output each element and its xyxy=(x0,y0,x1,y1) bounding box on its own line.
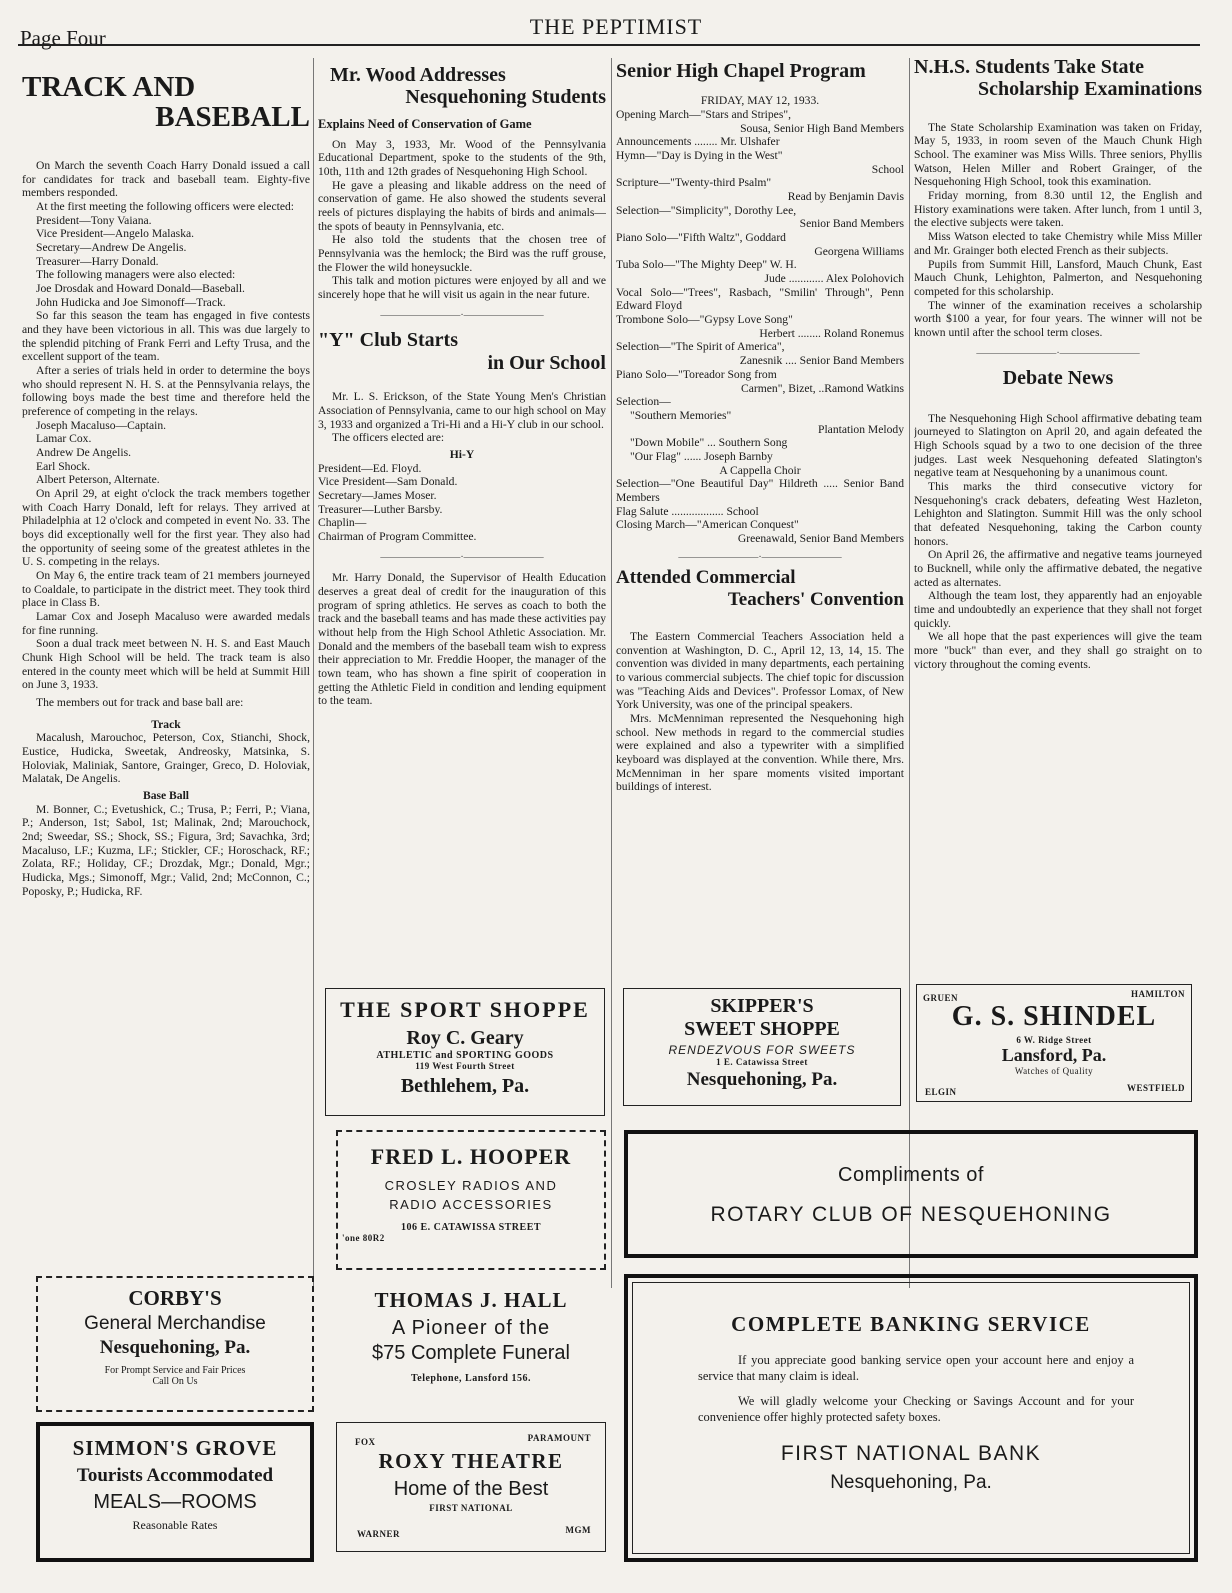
wood-title-line1: Mr. Wood Addresses xyxy=(330,64,506,86)
program-item: "Down Mobile" ... Southern Song xyxy=(630,436,788,450)
paragraph: On May 6, the entire track team of 21 members journeyed to Coaldale, to participate in the district meet. They took third place in Class B. xyxy=(22,569,310,610)
studio-label: WARNER xyxy=(357,1529,401,1539)
program-item: Opening March—"Stars and Stripes", xyxy=(616,108,791,122)
ad-line: $75 Complete Funeral xyxy=(372,1342,570,1364)
ad-hooper xyxy=(336,1130,606,1270)
column-2 xyxy=(318,52,606,972)
ad-line: A Pioneer of the xyxy=(391,1317,551,1339)
paragraph: He gave a pleasing and likable address on the need of conservation of game. He also showed the students several reels of pictures displaying the habits of birds and animals—the spots of beauty in Pennsylvania, etc. xyxy=(318,178,606,233)
program-item: A Cappella Choir xyxy=(719,463,801,477)
brand-label: GRUEN xyxy=(923,993,959,1003)
relay-member: Joseph Macaluso—Captain. xyxy=(36,418,167,432)
ad-address: 106 E. CATAWISSA STREET xyxy=(400,1222,542,1233)
officer: President—Tony Vaiana. xyxy=(36,213,152,227)
ad-city: Nesquehoning, Pa. xyxy=(99,1337,251,1358)
debate-title: Debate News xyxy=(1002,367,1114,390)
relay-member: Earl Shock. xyxy=(36,459,91,473)
program-item: Piano Solo—"Toreador Song from xyxy=(616,367,777,381)
ad-line: MEALS—ROOMS xyxy=(93,1491,257,1513)
paragraph: Friday morning, from 8.30 until 12, the English and History examinations were taken. After lunch, from 1 until 3, the elective subjects were taken. xyxy=(914,189,1202,230)
relay-member: Lamar Cox. xyxy=(36,432,92,446)
commercial-title-line2: Teachers' Convention xyxy=(727,588,904,610)
program-item: Greenawald, Senior Band Members xyxy=(737,531,904,545)
paragraph: He also told the students that the chosen tree of Pennsylvania was the hemlock; the Bird was the ruff grouse, the Flower the wild honeysuckle. xyxy=(318,233,606,274)
manager: Joe Drosdak and Howard Donald—Baseball. xyxy=(36,281,245,295)
ad-line: ATHLETIC and SPORTING GOODS xyxy=(376,1050,554,1061)
column-3 xyxy=(616,52,904,977)
track-title-line2: BASEBALL xyxy=(155,101,310,134)
program-item: Carmen", Bizet, ..Ramond Watkins xyxy=(741,381,904,395)
officer: Vice President—Angelo Malaska. xyxy=(36,227,195,241)
program-item: Tuba Solo—"The Mighty Deep" W. H. xyxy=(616,258,797,272)
ad-line: Call On Us xyxy=(152,1376,198,1387)
program-item: Selection—"One Beautiful Day" Hildreth ..... Senior Band Members xyxy=(616,477,904,504)
paragraph: On March the seventh Coach Harry Donald issued a call for candidates for track and baseball team. Eighty-five members responded. xyxy=(22,158,310,200)
ad-hall xyxy=(336,1280,606,1400)
track-roster: Macalush, Marouchoc, Peterson, Cox, Stianchi, Shock, Eustice, Hudicka, Sweetak, Andreosky, Matsinka, S. Holoviak, Maliniak, Santore, Grainger, Greco, D. Holoviak, Malatak, De Angelis. xyxy=(22,731,310,786)
yclub-title-line2: in Our School xyxy=(487,351,606,374)
program-item: "Southern Memories" xyxy=(630,408,732,422)
program-item: Plantation Melody xyxy=(818,422,904,436)
scholar-title-line1: N.H.S. Students Take State xyxy=(914,56,1145,78)
baseball-subhead: Base Ball xyxy=(142,789,190,803)
ad-name: G. S. SHINDEL xyxy=(951,1001,1157,1032)
program-item: Trombone Solo—"Gypsy Love Song" xyxy=(616,313,793,327)
ad-line: FIRST NATIONAL xyxy=(429,1503,513,1513)
program-item: Zanesnik .... Senior Band Members xyxy=(739,354,904,368)
program-item: Read by Benjamin Davis xyxy=(787,190,904,204)
separator: ————————·———————— xyxy=(678,551,842,563)
ad-address: 1 E. Catawissa Street xyxy=(716,1057,808,1067)
paragraph: The Nesquehoning High School affirmative debating team journeyed to Slatington on April 20, and again defeated the High Schools squad by a two to one decision of the three judges. Last week Nesquehoning defeated Slatington's negative team at Nesquehoning by a unanimous count. xyxy=(914,411,1202,480)
ad-city: Nesquehoning, Pa. xyxy=(686,1069,838,1090)
program-item: Selection—"Simplicity", Dorothy Lee, xyxy=(616,203,797,217)
wood-title-line2: Nesquehoning Students xyxy=(405,86,606,109)
yclub-title-line1: "Y" Club Starts xyxy=(318,329,458,352)
ad-shindel xyxy=(916,984,1192,1102)
ad-line: General Merchandise xyxy=(84,1313,266,1334)
studio-label: FOX xyxy=(355,1437,376,1447)
ad-line: RADIO ACCESSORIES xyxy=(389,1197,553,1212)
program-item: Georgena Williams xyxy=(814,244,904,258)
officer: Secretary—Andrew De Angelis. xyxy=(36,240,187,254)
scholar-title-line2: Scholarship Examinations xyxy=(978,78,1202,101)
ad-name: SIMMON'S GROVE xyxy=(72,1436,278,1460)
separator: ————————·———————— xyxy=(380,551,544,563)
paragraph: Soon a dual track meet between N. H. S. and East Mauch Chunk High School will be held. The track team is also entered in the county meet which will be held at Summit Hill on June 3, 1933. xyxy=(22,637,310,692)
track-title-line1: TRACK AND xyxy=(22,71,196,103)
header-rule xyxy=(18,44,1200,46)
paragraph: This marks the third consecutive victory for Nesquehoning's crack debaters, defeating West Hazleton, Lehighton and Slatington. Summit Hill was the only school that defeated Nesquehoning, taking the Carbon county honors. xyxy=(914,480,1202,548)
officer: Treasurer—Luther Barsby. xyxy=(318,502,443,516)
paragraph: On April 29, at eight o'clock the track members together with Coach Harry Donald, left for relays. They arrived at Philadelphia at 12 o'clock and competed in event No. 33. The boys did exceptionally well for the first year. They also had the opportunity of seeing some of the greatest athletes in the U. S. competing in the relays. xyxy=(22,487,310,569)
column-4 xyxy=(914,52,1202,972)
separator: ————————·———————— xyxy=(976,347,1140,359)
officer: Treasurer—Harry Donald. xyxy=(36,254,159,268)
relay-member: Andrew De Angelis. xyxy=(36,445,131,459)
paragraph: The State Scholarship Examination was taken on Friday, May 5, 1933, in room seven of the Mauch Chunk High School. The examiner was Miss Wills. Three seniors, Phyllis Watson, Helen Miller and Robert Grainger, of the Nesquehoning High School, took this examination. xyxy=(914,120,1202,189)
paragraph: We all hope that the past experiences will give the team more "buck" than ever, and they shall go straight on to victory throughout the coming events. xyxy=(914,630,1202,671)
program-item: Closing March—"American Conquest" xyxy=(616,518,799,532)
brand-label: WESTFIELD xyxy=(1126,1083,1185,1093)
officer: Chaplin— xyxy=(318,516,367,530)
paragraph: At the first meeting the following officers were elected: xyxy=(36,199,294,213)
wood-deck: Explains Need of Conservation of Game xyxy=(318,116,532,131)
paragraph: Mr. Harry Donald, the Supervisor of Health Education deserves a great deal of credit for the inauguration of this program of spring athletics. He serves as coach to both the track and the baseball teams and has made these activities pay without help from the High School Athletic Association. Mr. Donald and the members of the baseball team wish to express their appreciation to Mr. Freddie Hooper, the manager of the town team, who has shown a fine spirit of cooperation in getting the Athletic Field in condition and lending equipment to the team. xyxy=(318,571,606,708)
program-item: School xyxy=(871,162,904,176)
paragraph: On May 3, 1933, Mr. Wood of the Pennsylvania Educational Department, spoke to the students of the 9th, 10th, 11th and 12th grades of Nesquehoning High School. xyxy=(318,137,606,178)
page-number: Page Four xyxy=(20,26,106,50)
paragraph: Mrs. McMenniman represented the Nesquehoning high school. New methods in regard to the commercial studies were explained and also a typewriter with a simplified keyboard was displayed at the convention. While there, Mrs. McMenniman in her spare moments visited important buildings of interest. xyxy=(616,711,904,794)
program-item: Piano Solo—"Fifth Waltz", Goddard xyxy=(616,231,786,245)
ad-phone: 'one 80R2 xyxy=(342,1233,385,1243)
column-divider xyxy=(313,58,314,1288)
ad-text: If you appreciate good banking service open your account here and enjoy a service that many claim is ideal. xyxy=(698,1353,1134,1383)
program-item: Selection—"The Spirit of America", xyxy=(616,340,785,354)
ad-city: Nesquehoning, Pa. xyxy=(830,1471,992,1493)
hiy-subhead: Hi-Y xyxy=(449,447,475,461)
ad-corbys xyxy=(36,1276,314,1412)
column-divider xyxy=(909,58,910,1288)
paragraph: Pupils from Summit Hill, Lansford, Mauch Chunk, East Mauch Chunk, Lehighton, Palmerton, and Nesquehoning competed for this scholarship. xyxy=(914,257,1202,298)
program-item: Jude ............ Alex Polohovich xyxy=(764,272,904,286)
program-item: Senior Band Members xyxy=(799,217,904,231)
studio-label: PARAMOUNT xyxy=(527,1433,591,1443)
program-item: Herbert ........ Roland Ronemus xyxy=(759,326,904,340)
program-item: Flag Salute .................. School xyxy=(616,504,759,518)
paragraph: Lamar Cox and Joseph Macaluso were awarded medals for fine running. xyxy=(22,610,310,637)
ad-text: We will gladly welcome your Checking or Savings Account and for your convenience offer highly protected safety boxes. xyxy=(698,1394,1134,1424)
paragraph: The members out for track and base ball are: xyxy=(36,696,244,710)
ad-simmons-grove xyxy=(36,1422,314,1562)
ad-roxy-theatre xyxy=(336,1422,606,1552)
ad-city: Lansford, Pa. xyxy=(1001,1045,1107,1065)
ad-name: FRED L. HOOPER xyxy=(370,1144,572,1169)
ad-line: Compliments of xyxy=(838,1164,984,1186)
ad-rotary xyxy=(624,1130,1198,1258)
column-divider xyxy=(611,58,612,1288)
program-item: Scripture—"Twenty-third Psalm" xyxy=(616,176,772,190)
program-item: Selection— xyxy=(616,395,671,409)
officer: Chairman of Program Committee. xyxy=(318,529,477,543)
manager: John Hudicka and Joe Simonoff—Track. xyxy=(36,295,226,309)
studio-label: MGM xyxy=(565,1525,591,1535)
officer: Vice President—Sam Donald. xyxy=(318,475,458,489)
inner-border xyxy=(632,1282,1190,1554)
ad-title: COMPLETE BANKING SERVICE xyxy=(731,1312,1091,1336)
paragraph: The following managers were also elected: xyxy=(36,268,236,282)
ad-name: THOMAS J. HALL xyxy=(374,1288,568,1312)
paragraph: The winner of the examination receives a scholarship worth $100 a year, for four years. The winner will not be known until after the school term closes. xyxy=(914,298,1202,339)
ad-name: THE SPORT SHOPPE xyxy=(340,997,590,1022)
track-article xyxy=(22,52,310,1267)
paragraph: Mr. L. S. Erickson, of the State Young Men's Christian Association of Pennsylvania, came to our high school on May 3, 1933 and organized a Tri-Hi and a Hi-Y club in our school. xyxy=(318,390,606,431)
paragraph: So far this season the team has engaged in five contests and they have been victorious in all. This was due largely to the splendid pitching of Frank Ferri and Lefty Trusa, and the excellent support of the team. xyxy=(22,309,310,364)
paragraph: Although the team lost, they apparently had an enjoyable time and undoubtedly an experience that they shall not forget quickly. xyxy=(914,589,1202,630)
ad-name: ROTARY CLUB OF NESQUEHONING xyxy=(710,1203,1112,1226)
program-item: Hymn—"Day is Dying in the West" xyxy=(616,149,783,163)
commercial-title-line1: Attended Commercial xyxy=(616,567,796,589)
paragraph: This talk and motion pictures were enjoyed by all and we sincerely hope that he will visit us again in the near future. xyxy=(318,274,606,301)
program-item: Announcements ........ Mr. Ulshafer xyxy=(616,135,780,149)
brand-label: HAMILTON xyxy=(1130,989,1185,999)
program-item: "Our Flag" ...... Joseph Barnby xyxy=(630,449,773,463)
ad-city: Bethlehem, Pa. xyxy=(400,1075,530,1097)
ad-sport-shoppe xyxy=(325,988,605,1116)
ad-address: 119 West Fourth Street xyxy=(415,1061,515,1071)
ad-line: Tourists Accommodated xyxy=(76,1465,274,1486)
ad-name: FIRST NATIONAL BANK xyxy=(780,1441,1042,1465)
track-subhead: Track xyxy=(151,717,181,731)
ad-address: 6 W. Ridge Street xyxy=(1016,1035,1092,1045)
ad-name: SKIPPER'S xyxy=(710,995,814,1017)
ad-name: ROXY THEATRE xyxy=(378,1449,564,1473)
newspaper-title: THE PEPTIMIST xyxy=(529,14,703,39)
relay-member: Albert Peterson, Alternate. xyxy=(36,473,160,487)
paragraph: The officers elected are: xyxy=(332,431,445,445)
ad-line: Home of the Best xyxy=(393,1478,549,1500)
paragraph: The Eastern Commercial Teachers Association held a convention at Washington, D. C., April 12, 13, 14, 15. The convention was divided in many departments, each pertaining to various commercial subjects. The chief topic for discussion was "Teaching Aids and Devices". Professor Lomax, of New York University, was one of the principal speakers. xyxy=(616,629,904,712)
ad-tagline: Watches of Quality xyxy=(1014,1066,1094,1076)
brand-label: ELGIN xyxy=(925,1087,957,1097)
ad-line: CROSLEY RADIOS AND xyxy=(384,1178,558,1193)
ad-tagline: RENDEZVOUS FOR SWEETS xyxy=(668,1043,856,1057)
ad-line: For Prompt Service and Fair Prices xyxy=(104,1365,246,1376)
ad-name: SWEET SHOPPE xyxy=(684,1018,840,1040)
ad-phone: Telephone, Lansford 156. xyxy=(411,1373,531,1384)
baseball-roster: M. Bonner, C.; Evetushick, C.; Trusa, P.; Ferri, P.; Viana, P.; Anderson, 1st; Sabol, 1st; Malinak, 2nd; Marouchock, 2nd; Sweedar, SS.; Shock, SS.; Figura, 3rd; Savachka, 3rd; Macaluso, LF.; Kuzma, LF.; Stickler, CF.; Horoschack, RF.; Zolata, RF.; Holiday, CF.; Drozdak, Mgr.; Donald, Mgr.; Hudicka, Mgs.; Simonoff, Mgr.; Valid, 2nd; McConnon, C.; Poposky, P.; Hudicka, RF. xyxy=(22,802,310,898)
program-item: Sousa, Senior High Band Members xyxy=(740,121,904,135)
ad-name: CORBY'S xyxy=(128,1286,222,1310)
paragraph: On April 26, the affirmative and negative teams journeyed to Bucknell, while only the affirmative debated, the negative acted as alternates. xyxy=(914,548,1202,589)
ad-line: Reasonable Rates xyxy=(132,1518,218,1532)
separator: ————————·———————— xyxy=(380,309,544,321)
ad-skippers xyxy=(623,988,901,1106)
officer: President—Ed. Floyd. xyxy=(318,461,422,475)
paragraph: Miss Watson elected to take Chemistry while Miss Miller and Mr. Grainger both elected French as their subjects. xyxy=(914,230,1202,257)
ad-first-national-bank xyxy=(624,1274,1198,1562)
program-item: Vocal Solo—"Trees", Rasbach, "Smilin' Through", Penn Edward Floyd xyxy=(616,285,904,313)
chapel-date: FRIDAY, MAY 12, 1933. xyxy=(700,94,820,108)
chapel-title: Senior High Chapel Program xyxy=(616,60,866,82)
officer: Secretary—James Moser. xyxy=(318,488,437,502)
ad-owner: Roy C. Geary xyxy=(406,1027,524,1049)
paragraph: After a series of trials held in order to determine the boys who should represent N. H. S. at the Pennsylvania relays, the following boys made the best time and therefore held the preference of competing in the relays. xyxy=(22,363,310,418)
